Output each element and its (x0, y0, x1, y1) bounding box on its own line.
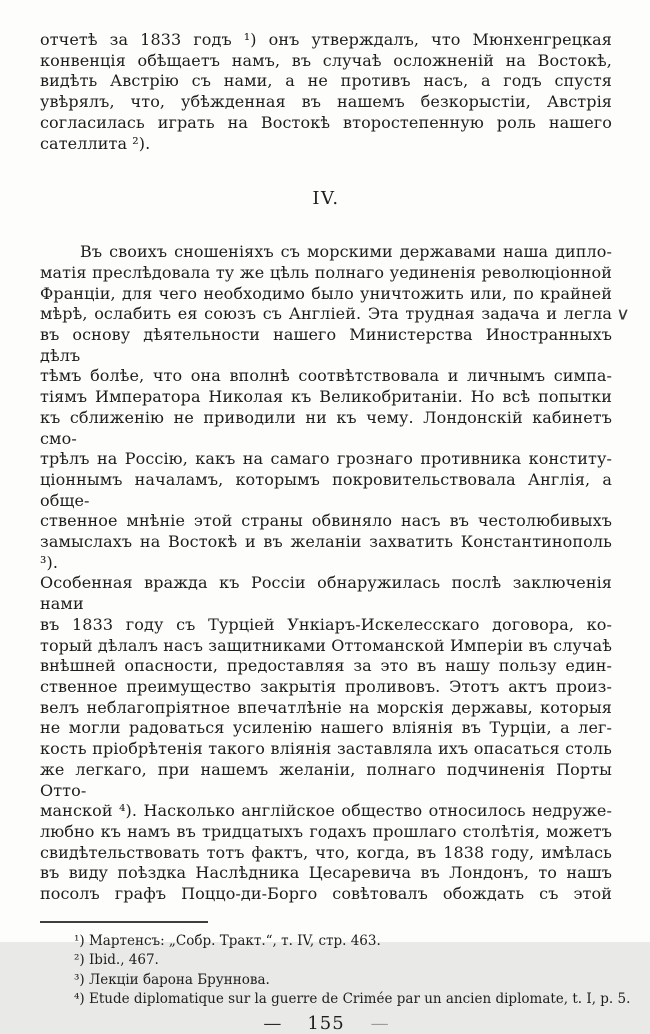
text-line: тіямъ Императора Николая къ Великобританіи. Но всѣ попытки (40, 387, 612, 407)
text-line: манской ⁴). Насколько англійское общество относилось недруже- (40, 801, 612, 821)
text-line: Въ своихъ сношеніяхъ съ морскими державами наша дипло- (80, 242, 612, 262)
page-number-value: 155 (307, 1012, 345, 1034)
footnote-line: ²) Ibid., 467. (74, 952, 159, 969)
page-number (40, 1014, 612, 1034)
page-number-dash-right: — (370, 1012, 389, 1034)
text-line: отчетѣ за 1833 годъ ¹) онъ утверждалъ, что Мюнхенгрецкая (40, 30, 612, 49)
text-line: тѣмъ болѣе, что она вполнѣ соотвѣтствовала и личнымъ симпа- (40, 366, 612, 386)
text-line: кость пріобрѣтенія такого вліянія заставляла ихъ опасаться столь (40, 739, 612, 759)
text-line: ственное мнѣніе этой страны обвиняло насъ въ честолюбивыхъ (40, 511, 612, 531)
text-line: замыслахъ на Востокѣ и въ желаніи захватить Константинополь ³). (40, 532, 612, 572)
text-line: въ 1833 году съ Турціей Ункіаръ-Искелесскаго договора, ко- (40, 614, 612, 634)
text-line: не могли радоваться усиленію нашего вліянія въ Турціи, а лег- (40, 718, 612, 738)
text-line: свидѣтельствовать тотъ фактъ, что, когда, въ 1838 году, имѣлась (40, 842, 612, 862)
page-number-dash-left: — (263, 1012, 282, 1034)
paragraph-intro (40, 30, 612, 154)
text-line: велъ неблагопріятное впечатлѣніе на морскія державы, которыя (40, 697, 612, 717)
handwritten-check-mark: ∨ (615, 304, 631, 324)
text-line: въ виду поѣздка Наслѣдника Цесаревича въ Лондонъ, то нашъ (40, 863, 612, 883)
text-line: посолъ графъ Поццо-ди-Борго совѣтовалъ обождать съ этой (40, 884, 612, 904)
footnote-line: ¹) Мартенсъ: „Собр. Тракт.“, т. IV, стр. 463. (74, 932, 381, 949)
text-line: же легкаго, при нашемъ желаніи, полнаго подчиненія Порты Отто- (40, 759, 612, 800)
text-line: матія преслѣдовала ту же цѣль полнаго уединенія революціонной (40, 262, 612, 282)
footnote-line: ⁴) Etude diplomatique sur la guerre de Crimée par un ancien diplomate, t. I, p. 5. (74, 991, 631, 1008)
text-line: видѣть Австрію съ нами, а не противъ насъ, а годъ спустя (40, 71, 612, 91)
text-line: Особенная вражда къ Россіи обнаружилась послѣ заключенія нами (40, 573, 612, 614)
text-line: увѣрялъ, что, убѣжденная въ нашемъ безкорыстіи, Австрія (40, 92, 612, 112)
text-line: сателлита ²). (40, 133, 151, 153)
section-heading: IV. (312, 188, 340, 210)
text-line: Франціи, для чего необходимо было уничтожить или, по крайней (40, 283, 612, 303)
text-line: внѣшней опасности, предоставляя за это въ нашу пользу един- (40, 656, 612, 676)
text-line: ственное преимущество закрытія проливовъ. Этотъ актъ произ- (40, 676, 612, 696)
text-line: согласилась играть на Востокѣ второстепенную роль нашего (40, 112, 612, 132)
text-line: трѣлъ на Россію, какъ на самаго грознаго противника конститу- (40, 449, 612, 469)
text-line: торый дѣлалъ насъ защитниками Оттоманской Имперіи въ случаѣ (40, 635, 612, 655)
footnote-line: ³) Лекціи барона Бруннова. (74, 971, 270, 988)
footnotes-block (40, 932, 631, 1010)
text-line: въ основу дѣятельности нашего Министерства Иностранныхъ дѣлъ (40, 325, 612, 365)
footnote-separator-rule (40, 921, 208, 923)
text-line: ціоннымъ началамъ, которымъ покровительствовала Англія, а обще- (40, 469, 612, 510)
text-line: къ сближенію не приводили ни къ чему. Лондонскій кабинетъ смо- (40, 407, 612, 448)
text-line: конвенція обѣщаетъ намъ, въ случаѣ осложненій на Востокѣ, (40, 50, 612, 70)
text-line: любно къ намъ въ тридцатыхъ годахъ прошлаго столѣтія, можетъ (40, 821, 612, 841)
text-line: мѣрѣ, ослабить ея союзъ съ Англіей. Эта трудная задача и легла (40, 304, 612, 324)
paragraph-main (40, 242, 612, 905)
